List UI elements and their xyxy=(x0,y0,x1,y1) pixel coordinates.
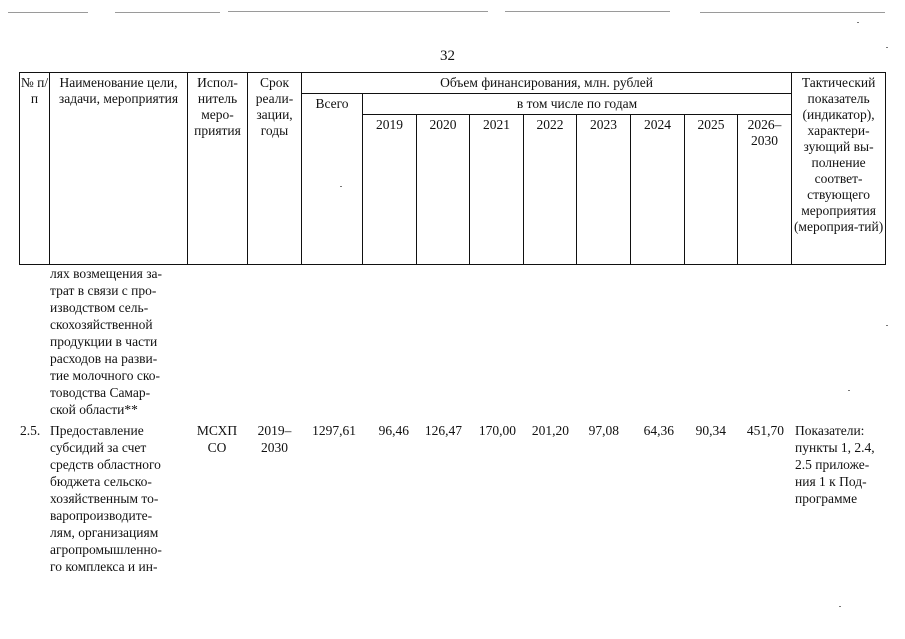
col-years-header: в том числе по годам xyxy=(363,94,792,115)
scan-line xyxy=(228,11,488,12)
scan-speck xyxy=(848,390,850,391)
scan-speck xyxy=(886,47,888,48)
col-executor-header: Испол-нитель меро-приятия xyxy=(188,73,248,265)
year-header: 2019 xyxy=(363,115,417,265)
col-number-header: № п/п xyxy=(20,73,50,265)
year-header: 2020 xyxy=(417,115,470,265)
col-total-header: Всего xyxy=(302,94,363,265)
row-year-value: 451,70 xyxy=(746,423,784,438)
col-financing-header: Объем финансирования, млн. рублей xyxy=(302,73,792,94)
year-header: 2023 xyxy=(577,115,631,265)
scan-line xyxy=(700,12,885,13)
row-executor: МСХП СО xyxy=(196,423,238,455)
scan-line xyxy=(115,12,220,13)
scan-line xyxy=(505,11,670,12)
scan-speck xyxy=(886,325,888,326)
year-header: 2022 xyxy=(524,115,577,265)
row-year-value: 90,34 xyxy=(695,423,726,438)
continued-description: лях возмещения за- трат в связи с про- изводством сель- скохозяйственной продукции в части расходов на разви- тие молочного ско- товодства Самар- ской области** xyxy=(50,266,163,417)
year-header: 2024 xyxy=(631,115,685,265)
scan-line xyxy=(8,12,88,13)
row-year-value: 126,47 xyxy=(424,423,462,438)
col-indicator-header: Тактический показатель (индикатор), характери-зующий вы-полнение соответ-ствующего мероприятия (мероприя-тий) xyxy=(792,73,886,265)
row-total-value: 1297,61 xyxy=(312,423,356,438)
row-term: 2019– 2030 xyxy=(257,423,292,455)
scan-speck xyxy=(857,22,859,23)
table-header xyxy=(19,72,886,265)
scan-speck xyxy=(839,606,841,607)
row-year-value: 170,00 xyxy=(478,423,516,438)
row-year-value: 201,20 xyxy=(531,423,569,438)
row-year-value: 64,36 xyxy=(643,423,674,438)
year-header: 2025 xyxy=(685,115,738,265)
row-year-value: 96,46 xyxy=(378,423,409,438)
page-number: 32 xyxy=(440,48,455,64)
row-indicator: Показатели: пункты 1, 2.4, 2.5 приложе- ния 1 к Под- программе xyxy=(795,423,875,506)
row-number: 2.5. xyxy=(20,423,41,438)
row-description: Предоставление субсидий за счет средств областного бюджета сельско- хозяйственным то- варопроизводите- лям, организациям агропромышленно- го комплекса и ин- xyxy=(50,423,162,574)
scan-speck xyxy=(340,186,342,187)
row-year-value: 97,08 xyxy=(588,423,619,438)
col-name-header: Наименование цели, задачи, мероприятия xyxy=(50,73,188,265)
col-term-header: Срок реали-зации, годы xyxy=(248,73,302,265)
year-header: 2026–2030 xyxy=(738,115,792,265)
year-header: 2021 xyxy=(470,115,524,265)
